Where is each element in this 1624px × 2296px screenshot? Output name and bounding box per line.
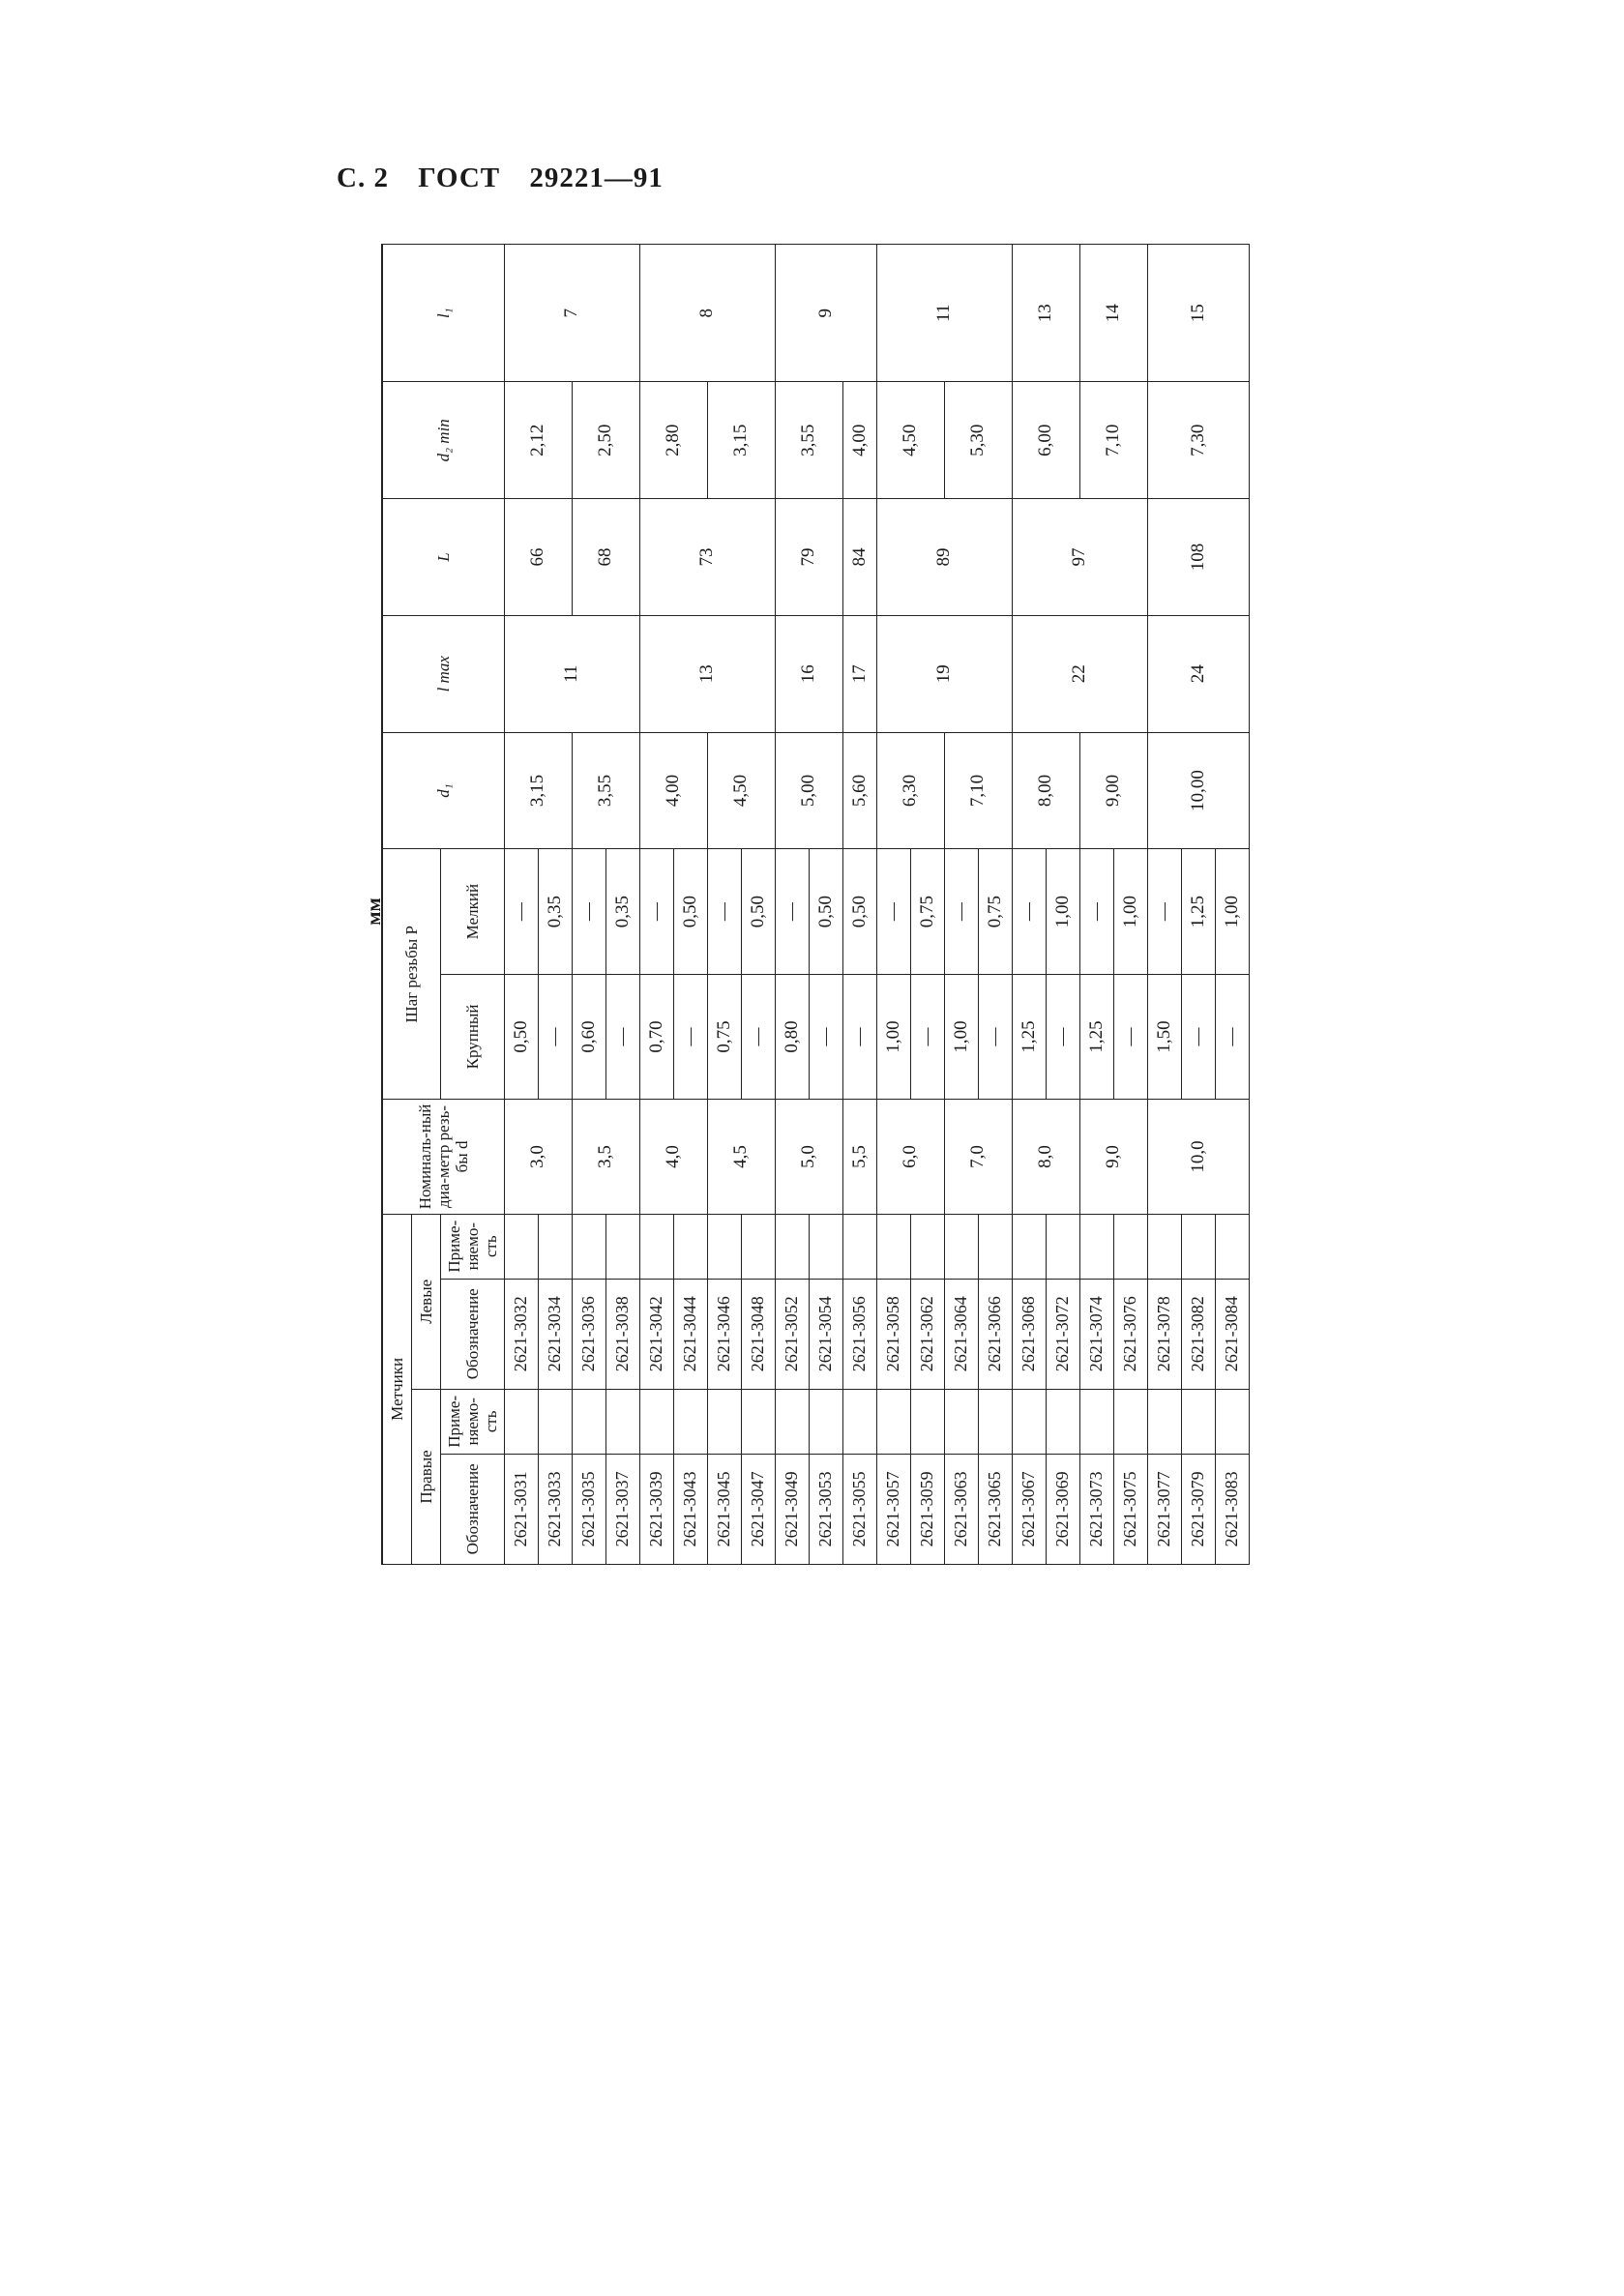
standard-label: ГОСТ [418,162,501,193]
cell-right: 2621-3039 [639,1454,673,1564]
cell-fine: — [707,849,741,974]
cell-fine: 0,50 [842,849,876,974]
cell-left: 2621-3058 [876,1279,910,1389]
cell-L: 73 [639,499,775,616]
cell-left-applicability [910,1214,944,1279]
cell-L: 79 [775,499,842,616]
cell-left: 2621-3032 [504,1279,538,1389]
cell-fine: — [1012,849,1046,974]
cell-right: 2621-3055 [842,1454,876,1564]
cell-left-applicability [504,1214,538,1279]
cell-fine: 1,00 [1215,849,1249,974]
cell-right-applicability [1046,1389,1079,1454]
cell-d2: 3,15 [707,382,775,499]
cell-right-applicability [1181,1389,1215,1454]
cell-left-applicability [809,1214,842,1279]
cell-d: 4,5 [707,1100,775,1215]
cell-right-applicability [1113,1389,1147,1454]
cell-right: 2621-3047 [741,1454,775,1564]
cell-left: 2621-3054 [809,1279,842,1389]
cell-right: 2621-3059 [910,1454,944,1564]
cell-d1: 4,50 [707,732,775,849]
cell-fine: 0,50 [741,849,775,974]
cell-l: 16 [775,615,842,732]
header-d1: d₁ [382,732,504,849]
cell-l: 17 [842,615,876,732]
cell-right: 2621-3065 [978,1454,1012,1564]
cell-d1: 5,00 [775,732,842,849]
cell-fine: — [572,849,605,974]
cell-right: 2621-3053 [809,1454,842,1564]
cell-left: 2621-3044 [673,1279,707,1389]
page-number: С. 2 [337,162,389,193]
cell-left-applicability [605,1214,639,1279]
table-row [842,245,876,1565]
cell-fine: — [1147,849,1181,974]
cell-coarse: 1,25 [1012,974,1046,1099]
cell-l1: 8 [639,245,775,382]
cell-L: 68 [572,499,639,616]
cell-coarse: — [741,974,775,1099]
cell-fine: 0,50 [809,849,842,974]
cell-right: 2621-3031 [504,1454,538,1564]
header-right: Правые [411,1389,440,1564]
cell-d: 9,0 [1079,1100,1147,1215]
cell-left: 2621-3076 [1113,1279,1147,1389]
cell-coarse: — [1181,974,1215,1099]
cell-right-applicability [572,1389,605,1454]
cell-right-applicability [741,1389,775,1454]
cell-left-applicability [944,1214,978,1279]
cell-d1: 5,60 [842,732,876,849]
cell-fine: — [775,849,809,974]
cell-right-applicability [910,1389,944,1454]
cell-left: 2621-3046 [707,1279,741,1389]
cell-left: 2621-3072 [1046,1279,1079,1389]
cell-left-applicability [538,1214,572,1279]
cell-coarse: — [538,974,572,1099]
cell-d: 3,5 [572,1100,639,1215]
cell-d1: 10,00 [1147,732,1249,849]
cell-left-applicability [639,1214,673,1279]
cell-right: 2621-3067 [1012,1454,1046,1564]
cell-left: 2621-3078 [1147,1279,1181,1389]
cell-fine: 0,75 [978,849,1012,974]
cell-right: 2621-3077 [1147,1454,1181,1564]
cell-left: 2621-3068 [1012,1279,1046,1389]
cell-left-applicability [842,1214,876,1279]
cell-l1: 11 [876,245,1012,382]
cell-fine: 0,50 [673,849,707,974]
cell-coarse: 1,50 [1147,974,1181,1099]
cell-coarse: — [1046,974,1079,1099]
cell-right-applicability [1215,1389,1249,1454]
cell-l: 13 [639,615,775,732]
cell-l: 24 [1147,615,1249,732]
cell-d2: 6,00 [1012,382,1079,499]
cell-left-applicability [673,1214,707,1279]
cell-left-applicability [978,1214,1012,1279]
cell-fine: 1,00 [1113,849,1147,974]
cell-d1: 9,00 [1079,732,1147,849]
header-fine: Мелкий [440,849,504,974]
cell-right: 2621-3073 [1079,1454,1113,1564]
cell-left: 2621-3074 [1079,1279,1113,1389]
cell-coarse: 0,70 [639,974,673,1099]
header-left-applicability: Приме-няемо-сть [440,1214,504,1279]
cell-d2: 7,10 [1079,382,1147,499]
cell-fine: 0,35 [605,849,639,974]
cell-d1: 3,15 [504,732,572,849]
cell-left-applicability [1012,1214,1046,1279]
cell-left-applicability [707,1214,741,1279]
rotated-table-wrapper [381,244,1250,1565]
cell-right-applicability [605,1389,639,1454]
cell-fine: 0,75 [910,849,944,974]
header-coarse: Крупный [440,974,504,1099]
cell-L: 84 [842,499,876,616]
cell-right: 2621-3037 [605,1454,639,1564]
cell-L: 97 [1012,499,1147,616]
cell-right-applicability [707,1389,741,1454]
header-lmax: l max [382,615,504,732]
cell-fine: — [639,849,673,974]
cell-d2: 7,30 [1147,382,1249,499]
cell-d2: 4,00 [842,382,876,499]
cell-left: 2621-3052 [775,1279,809,1389]
cell-left-applicability [572,1214,605,1279]
cell-right-applicability [842,1389,876,1454]
table-row [1079,245,1113,1565]
cell-left-applicability [775,1214,809,1279]
cell-right-applicability [1147,1389,1181,1454]
cell-coarse: — [978,974,1012,1099]
table-row [1147,245,1181,1565]
cell-left: 2621-3034 [538,1279,572,1389]
cell-right: 2621-3045 [707,1454,741,1564]
cell-l: 11 [504,615,639,732]
header-l1: l₁ [382,245,504,382]
cell-d2: 3,55 [775,382,842,499]
table-row [639,245,673,1565]
cell-right-applicability [944,1389,978,1454]
cell-right-applicability [1012,1389,1046,1454]
cell-l: 19 [876,615,1012,732]
header-nominal-diameter: Номиналь-ный диа-метр резь-бы d [382,1100,504,1215]
cell-fine: — [876,849,910,974]
cell-d1: 4,00 [639,732,707,849]
cell-right: 2621-3079 [1181,1454,1215,1564]
cell-right: 2621-3069 [1046,1454,1079,1564]
cell-d: 8,0 [1012,1100,1079,1215]
taps-dimensions-table [381,244,1250,1565]
cell-L: 108 [1147,499,1249,616]
cell-l1: 13 [1012,245,1079,382]
cell-coarse: — [842,974,876,1099]
cell-coarse: 0,50 [504,974,538,1099]
cell-coarse: — [605,974,639,1099]
table-row [504,245,538,1565]
cell-fine: 0,35 [538,849,572,974]
cell-coarse: — [673,974,707,1099]
cell-fine: — [1079,849,1113,974]
cell-l1: 7 [504,245,639,382]
cell-d1: 6,30 [876,732,944,849]
cell-coarse: — [1113,974,1147,1099]
cell-coarse: — [910,974,944,1099]
cell-right: 2621-3043 [673,1454,707,1564]
table-row [1012,245,1046,1565]
header-taps: Метчики [382,1214,411,1564]
cell-fine: — [944,849,978,974]
cell-d: 10,0 [1147,1100,1249,1215]
table-row [572,245,605,1565]
cell-coarse: — [1215,974,1249,1099]
table-row [876,245,910,1565]
cell-d: 7,0 [944,1100,1012,1215]
cell-coarse: 0,75 [707,974,741,1099]
cell-d2: 2,80 [639,382,707,499]
cell-left: 2621-3048 [741,1279,775,1389]
cell-right: 2621-3083 [1215,1454,1249,1564]
cell-left-applicability [1181,1214,1215,1279]
cell-right-applicability [504,1389,538,1454]
cell-coarse: 1,00 [876,974,910,1099]
cell-d: 4,0 [639,1100,707,1215]
cell-right-applicability [876,1389,910,1454]
table-row [944,245,978,1565]
cell-right-applicability [775,1389,809,1454]
cell-coarse: 1,00 [944,974,978,1099]
cell-right-applicability [639,1389,673,1454]
cell-fine: — [504,849,538,974]
cell-left-applicability [1215,1214,1249,1279]
cell-left: 2621-3038 [605,1279,639,1389]
cell-right-applicability [809,1389,842,1454]
cell-right: 2621-3049 [775,1454,809,1564]
cell-right: 2621-3057 [876,1454,910,1564]
cell-left-applicability [1147,1214,1181,1279]
cell-l1: 14 [1079,245,1147,382]
cell-right-applicability [538,1389,572,1454]
cell-l: 22 [1012,615,1147,732]
cell-left: 2621-3042 [639,1279,673,1389]
cell-fine: 1,25 [1181,849,1215,974]
cell-left-applicability [741,1214,775,1279]
cell-right: 2621-3033 [538,1454,572,1564]
cell-left: 2621-3064 [944,1279,978,1389]
cell-d2: 4,50 [876,382,944,499]
table-row [775,245,809,1565]
cell-d: 3,0 [504,1100,572,1215]
cell-coarse: 0,80 [775,974,809,1099]
cell-d2: 2,12 [504,382,572,499]
cell-d1: 3,55 [572,732,639,849]
cell-left: 2621-3084 [1215,1279,1249,1389]
cell-left-applicability [1046,1214,1079,1279]
cell-d: 5,0 [775,1100,842,1215]
table-row [707,245,741,1565]
cell-l1: 9 [775,245,876,382]
cell-d2: 5,30 [944,382,1012,499]
cell-d2: 2,50 [572,382,639,499]
table-body [504,245,1250,1565]
cell-left: 2621-3062 [910,1279,944,1389]
header-d2min: d₂ min [382,382,504,499]
page-header [337,162,685,194]
cell-left: 2621-3056 [842,1279,876,1389]
header-L: L [382,499,504,616]
cell-left: 2621-3082 [1181,1279,1215,1389]
cell-fine: 1,00 [1046,849,1079,974]
header-pitch: Шаг резьбы P [382,849,440,1100]
cell-right-applicability [673,1389,707,1454]
cell-d1: 8,00 [1012,732,1079,849]
cell-l1: 15 [1147,245,1249,382]
cell-right: 2621-3075 [1113,1454,1147,1564]
cell-left: 2621-3066 [978,1279,1012,1389]
cell-d: 6,0 [876,1100,944,1215]
header-left-designation: Обозначение [440,1279,504,1389]
cell-right-applicability [978,1389,1012,1454]
cell-right-applicability [1079,1389,1113,1454]
cell-left-applicability [1079,1214,1113,1279]
header-right-designation: Обозначение [440,1454,504,1564]
cell-coarse: 0,60 [572,974,605,1099]
header-left: Левые [411,1214,440,1389]
standard-number: 29221—91 [529,162,664,193]
cell-coarse: — [809,974,842,1099]
cell-left-applicability [876,1214,910,1279]
cell-d: 5,5 [842,1100,876,1215]
unit-label: мм [361,898,385,926]
cell-d1: 7,10 [944,732,1012,849]
cell-left: 2621-3036 [572,1279,605,1389]
cell-right: 2621-3063 [944,1454,978,1564]
cell-left-applicability [1113,1214,1147,1279]
cell-right: 2621-3035 [572,1454,605,1564]
header-right-applicability: Приме-няемо-сть [440,1389,504,1454]
cell-L: 66 [504,499,572,616]
cell-coarse: 1,25 [1079,974,1113,1099]
cell-L: 89 [876,499,1012,616]
